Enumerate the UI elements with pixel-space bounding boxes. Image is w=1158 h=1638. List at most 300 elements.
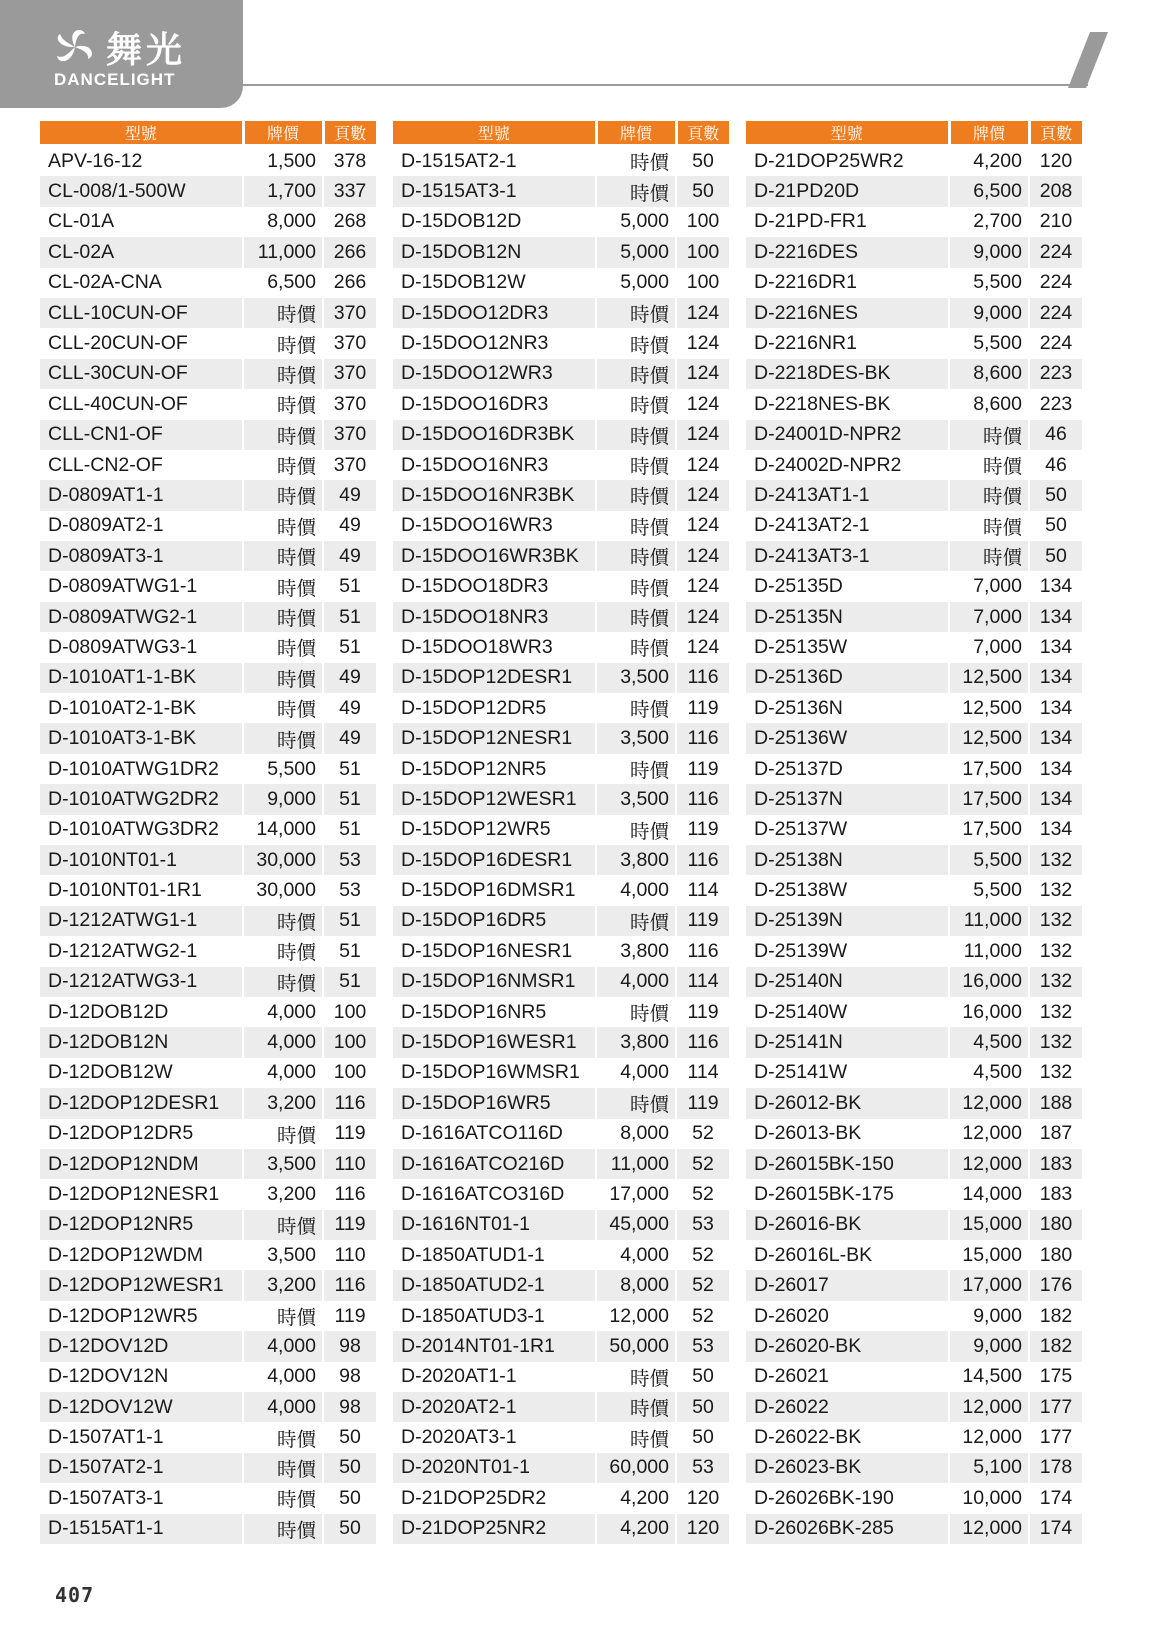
price-cell: 4,000 [596,967,676,997]
price-cell: 時價 [596,1362,676,1392]
model-cell: D-1616ATCO116D [401,1122,563,1145]
page-cell: 49 [323,693,376,723]
price-cell: 3,500 [596,663,676,693]
page-cell: 116 [676,663,729,693]
model-cell: D-12DOP12NDM [40,1149,243,1179]
model-cell: CLL-CN2-OF [48,453,163,476]
model-cell: CL-02A [40,237,243,267]
model-cell: D-21PD-FR1 [754,210,867,233]
price-cell: 15,000 [949,1240,1029,1270]
table-row [393,1362,729,1392]
model-cell: D-2216DR1 [754,271,857,294]
table-row [40,389,376,419]
model-cell: D-25141W [754,1061,848,1084]
page-cell: 52 [676,1149,729,1179]
price-cell: 3,500 [243,1149,323,1179]
model-cell: D-2020AT3-1 [401,1426,517,1449]
price-cell: 時價 [243,906,323,936]
page-cell: 50 [323,1422,376,1452]
model-cell: D-25136D [746,663,949,693]
table-row [40,450,376,480]
model-cell: D-1515AT2-1 [401,149,517,172]
model-cell: D-2413AT3-1 [746,541,949,571]
model-cell: D-15DOO16WR3BK [393,541,596,571]
page-cell: 134 [1029,784,1082,814]
price-cell: 時價 [243,1301,323,1331]
model-cell: D-0809AT2-1 [48,514,164,537]
page-cell: 124 [676,571,729,601]
price-cell: 時價 [596,511,676,541]
page-cell: 49 [323,480,376,510]
page-cell: 50 [676,144,729,176]
model-cell: D-15DOO18WR3 [401,635,553,658]
page-cell: 51 [323,632,376,662]
table-row [746,906,1082,936]
price-cell: 時價 [596,997,676,1027]
table-row [40,754,376,784]
table-row [746,936,1082,966]
price-cell: 時價 [243,693,323,723]
price-cell: 17,000 [596,1179,676,1209]
table-row [746,359,1082,389]
model-cell: D-12DOP12DR5 [48,1122,194,1145]
table-row [746,632,1082,662]
model-cell: D-1616NT01-1 [393,1210,596,1240]
model-cell: D-1010ATWG3DR2 [48,818,219,841]
price-cell: 16,000 [949,997,1029,1027]
model-cell: CLL-40CUN-OF [48,392,188,415]
table-row [746,541,1082,571]
model-cell: D-15DOP16WR5 [393,1088,596,1118]
price-cell: 3,500 [596,784,676,814]
header-model: 型號 [393,121,596,144]
price-cell: 11,000 [596,1149,676,1179]
price-cell: 時價 [949,511,1029,541]
price-cell: 時價 [949,420,1029,450]
page-cell: 370 [323,420,376,450]
header-model: 型號 [40,121,243,144]
table-row [393,268,729,298]
page-cell: 124 [676,359,729,389]
page-cell: 370 [323,450,376,480]
table-row [746,1453,1082,1483]
table-row [393,1392,729,1422]
price-table-column-2 [393,121,729,1544]
model-cell: D-2020NT01-1 [393,1453,596,1483]
model-cell: D-21DOP25NR2 [393,1514,596,1544]
page-cell: 119 [676,693,729,723]
table-row [746,176,1082,206]
table-row [393,480,729,510]
table-row [40,541,376,571]
page-cell: 124 [676,632,729,662]
price-cell: 時價 [243,602,323,632]
price-cell: 7,000 [949,602,1029,632]
model-cell: D-12DOP12DESR1 [40,1088,243,1118]
table-row [393,1270,729,1300]
model-cell: D-25140W [754,1000,848,1023]
model-cell: D-26023-BK [746,1453,949,1483]
price-cell: 12,500 [949,693,1029,723]
page-cell: 180 [1029,1210,1082,1240]
model-cell: D-21DOP25WR2 [754,149,904,172]
price-cell: 時價 [596,571,676,601]
table-row [393,936,729,966]
header-price: 牌價 [596,121,676,144]
table-row [40,906,376,936]
model-cell: D-21PD20D [746,176,949,206]
header-page: 頁數 [323,121,376,144]
model-cell: D-15DOP16DR5 [393,906,596,936]
page-cell: 266 [323,237,376,267]
table-row [40,176,376,206]
model-cell: D-25135D [754,575,843,598]
page-cell: 114 [676,967,729,997]
page-cell: 119 [676,906,729,936]
page-cell: 51 [323,815,376,845]
page-cell: 183 [1029,1179,1082,1209]
table-row [40,1331,376,1361]
model-cell: D-26016-BK [746,1210,949,1240]
table-row [40,1119,376,1149]
page-cell: 224 [1029,298,1082,328]
table-row [393,997,729,1027]
model-cell: D-0809ATWG3-1 [48,635,198,658]
price-cell: 17,500 [949,815,1029,845]
header-page: 頁數 [676,121,729,144]
model-cell: D-2020AT2-1 [393,1392,596,1422]
page-cell: 98 [323,1392,376,1422]
table-row [746,511,1082,541]
price-cell: 3,500 [243,1240,323,1270]
price-cell: 9,000 [949,1301,1029,1331]
table-row [393,298,729,328]
model-cell: D-25141N [746,1027,949,1057]
model-cell: D-1010ATWG2DR2 [40,784,243,814]
table-row [40,1362,376,1392]
table-row [746,298,1082,328]
price-cell: 12,000 [949,1392,1029,1422]
model-cell: D-1212ATWG3-1 [40,967,243,997]
table-row [746,1301,1082,1331]
model-cell: D-1616ATCO316D [401,1182,565,1205]
page-cell: 370 [323,328,376,358]
table-row [40,328,376,358]
price-cell: 50,000 [596,1331,676,1361]
model-cell: D-15DOP12WR5 [401,818,551,841]
page-cell: 174 [1029,1514,1082,1544]
table-row [746,1027,1082,1057]
page-cell: 50 [676,176,729,206]
page-cell: 120 [676,1514,729,1544]
price-cell: 12,000 [596,1301,676,1331]
price-cell: 時價 [243,632,323,662]
page-cell: 134 [1029,815,1082,845]
table-row [40,1483,376,1513]
table-row [393,1483,729,1513]
model-cell: D-25138N [746,845,949,875]
page-cell: 132 [1029,1027,1082,1057]
page-cell: 50 [1029,511,1082,541]
page-cell: 51 [323,754,376,784]
model-cell: D-1507AT1-1 [48,1426,164,1449]
table-row [746,420,1082,450]
table-row [746,207,1082,237]
price-cell: 5,500 [949,328,1029,358]
table-row [40,268,376,298]
price-cell: 4,000 [243,1027,323,1057]
table-row [393,359,729,389]
table-row [746,997,1082,1027]
model-cell: D-25135N [746,602,949,632]
price-cell: 時價 [243,1483,323,1513]
model-cell: D-15DOP16DESR1 [393,845,596,875]
table-row [40,1392,376,1422]
header-divider [243,84,1088,86]
model-cell: D-2413AT1-1 [746,480,949,510]
model-cell: D-15DOO16NR3BK [393,480,596,510]
model-cell: D-2020AT1-1 [401,1365,517,1388]
table-row [393,389,729,419]
table-row [393,328,729,358]
price-cell: 12,000 [949,1149,1029,1179]
brand-logo [0,0,243,108]
model-cell: D-26020 [754,1304,829,1327]
page-cell: 100 [676,237,729,267]
page-cell: 378 [323,144,376,176]
page-cell: 119 [676,997,729,1027]
table-row [40,936,376,966]
model-cell: D-12DOV12D [40,1331,243,1361]
table-row [393,693,729,723]
page-cell: 124 [676,541,729,571]
page-cell: 224 [1029,328,1082,358]
table-row [393,875,729,905]
price-cell: 17,500 [949,784,1029,814]
model-cell: D-25136N [754,696,843,719]
model-cell: D-15DOP12DESR1 [393,663,596,693]
page-cell: 50 [676,1362,729,1392]
page-cell: 116 [676,723,729,753]
model-cell: D-26021 [754,1365,829,1388]
model-cell: D-1850ATUD3-1 [401,1304,545,1327]
header-slash-decoration [1068,32,1118,88]
page-cell: 49 [323,723,376,753]
price-cell: 時價 [243,420,323,450]
page-cell: 124 [676,328,729,358]
model-cell: D-15DOO12NR3 [401,332,549,355]
table-row [393,784,729,814]
model-cell: CLL-CN1-OF [40,420,243,450]
page-cell: 51 [323,571,376,601]
model-cell: D-0809AT1-1 [40,480,243,510]
table-row [40,815,376,845]
page-cell: 98 [323,1362,376,1392]
model-cell: D-15DOO16NR3 [401,453,549,476]
model-cell: D-21DOP25DR2 [401,1486,547,1509]
price-cell: 5,500 [949,845,1029,875]
price-cell: 時價 [596,298,676,328]
model-cell: D-12DOB12D [48,1000,169,1023]
table-row [40,144,376,176]
model-cell: CL-02A-CNA [48,271,162,294]
page-cell: 49 [323,663,376,693]
price-cell: 12,000 [949,1422,1029,1452]
price-cell: 時價 [596,389,676,419]
table-row [746,1058,1082,1088]
table-row [40,602,376,632]
price-cell: 16,000 [949,967,1029,997]
price-cell: 7,000 [949,632,1029,662]
page-cell: 52 [676,1270,729,1300]
table-row [393,541,729,571]
page-cell: 119 [676,754,729,784]
table-row [746,328,1082,358]
model-cell: D-25137N [746,784,949,814]
model-cell: D-26015BK-150 [746,1149,949,1179]
price-cell: 4,500 [949,1058,1029,1088]
table-row [393,1179,729,1209]
model-cell: D-1850ATUD1-1 [401,1243,545,1266]
page-cell: 119 [323,1301,376,1331]
page-cell: 370 [323,359,376,389]
price-cell: 5,100 [949,1453,1029,1483]
table-row [393,1210,729,1240]
page-cell: 116 [323,1088,376,1118]
header-price: 牌價 [949,121,1029,144]
page-cell: 266 [323,268,376,298]
page-cell: 51 [323,967,376,997]
price-cell: 4,000 [243,1331,323,1361]
page-cell: 174 [1029,1483,1082,1513]
price-cell: 3,200 [243,1088,323,1118]
price-cell: 時價 [243,359,323,389]
price-cell: 1,700 [243,176,323,206]
page-cell: 52 [676,1179,729,1209]
table-row [40,1179,376,1209]
model-cell: D-25138W [754,879,848,902]
price-cell: 11,000 [243,237,323,267]
price-cell: 9,000 [949,298,1029,328]
table-row [393,1301,729,1331]
table-row [746,450,1082,480]
price-cell: 12,000 [949,1088,1029,1118]
page-cell: 134 [1029,663,1082,693]
model-cell: CLL-30CUN-OF [40,359,243,389]
model-cell: CL-008/1-500W [40,176,243,206]
table-row [393,632,729,662]
table-row [746,754,1082,784]
page-cell: 53 [323,875,376,905]
price-cell: 4,200 [596,1514,676,1544]
page-cell: 370 [323,298,376,328]
price-cell: 時價 [243,1422,323,1452]
price-cell: 11,000 [949,906,1029,936]
price-cell: 14,000 [949,1179,1029,1209]
model-cell: CLL-10CUN-OF [40,298,243,328]
model-cell: D-12DOP12NR5 [40,1210,243,1240]
price-cell: 12,000 [949,1514,1029,1544]
price-cell: 時價 [243,571,323,601]
table-row [40,298,376,328]
model-cell: D-15DOP12NESR1 [393,723,596,753]
page-cell: 116 [676,845,729,875]
table-row [746,237,1082,267]
table-row [40,723,376,753]
model-cell: D-15DOP16WESR1 [393,1027,596,1057]
model-cell: D-1010NT01-1R1 [48,879,202,902]
table-row [40,1149,376,1179]
page-cell: 224 [1029,237,1082,267]
page-cell: 53 [676,1453,729,1483]
table-row [40,480,376,510]
table-row [746,815,1082,845]
price-cell: 17,500 [949,754,1029,784]
page-cell: 50 [323,1483,376,1513]
page-cell: 178 [1029,1453,1082,1483]
model-cell: D-1616ATCO216D [393,1149,596,1179]
page-cell: 183 [1029,1149,1082,1179]
page-cell: 175 [1029,1362,1082,1392]
table-row [393,1058,729,1088]
price-cell: 9,000 [243,784,323,814]
table-row [40,1240,376,1270]
page-cell: 337 [323,176,376,206]
table-row [746,784,1082,814]
model-cell: APV-16-12 [48,149,143,172]
table-row [746,1331,1082,1361]
model-cell: D-1010AT1-1-BK [40,663,243,693]
table-row [393,967,729,997]
price-cell: 60,000 [596,1453,676,1483]
price-cell: 時價 [596,328,676,358]
price-cell: 10,000 [949,1483,1029,1513]
page-cell: 114 [676,1058,729,1088]
price-cell: 4,000 [596,1058,676,1088]
model-cell: D-26026BK-190 [754,1486,894,1509]
page-number: 407 [55,1583,95,1607]
model-cell: D-2216DES [746,237,949,267]
model-cell: D-12DOB12N [40,1027,243,1057]
model-cell: D-26015BK-175 [754,1182,894,1205]
page-cell: 116 [676,784,729,814]
page-cell: 210 [1029,207,1082,237]
model-cell: D-15DOB12D [401,210,522,233]
model-cell: D-2014NT01-1R1 [393,1331,596,1361]
price-cell: 30,000 [243,875,323,905]
model-cell: D-15DOP16NESR1 [401,939,573,962]
table-row [746,571,1082,601]
price-cell: 時價 [243,480,323,510]
page-cell: 110 [323,1240,376,1270]
page-cell: 134 [1029,693,1082,723]
price-cell: 8,000 [596,1119,676,1149]
table-row [393,144,729,176]
header-price: 牌價 [243,121,323,144]
price-cell: 3,200 [243,1179,323,1209]
table-row [746,1119,1082,1149]
price-cell: 1,500 [243,144,323,176]
page-cell: 116 [676,936,729,966]
table-row [393,207,729,237]
table-row [746,875,1082,905]
model-cell: D-0809ATWG1-1 [48,575,198,598]
model-cell: D-24002D-NPR2 [754,453,902,476]
page-cell: 134 [1029,754,1082,784]
page-cell: 100 [676,268,729,298]
page-cell: 52 [676,1301,729,1331]
price-cell: 時價 [949,541,1029,571]
